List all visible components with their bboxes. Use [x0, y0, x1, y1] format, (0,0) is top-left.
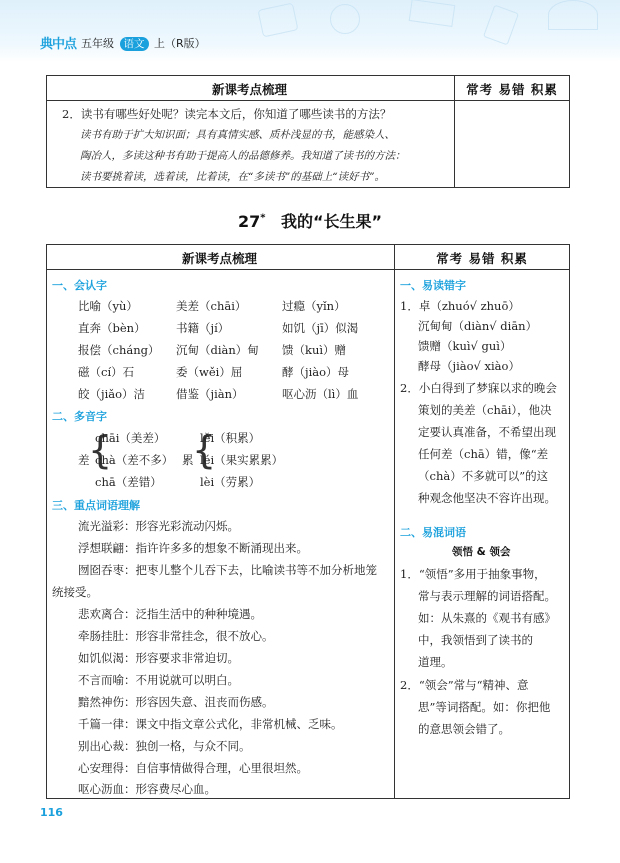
polyphone-reading: chà（差不多）: [95, 453, 174, 467]
polyphone-reading: lèi（劳累）: [200, 475, 261, 489]
recognize-item: 酵（jiào）母: [282, 365, 350, 379]
lesson-title: [0, 209, 620, 232]
top-table-left-header: 新课考点梳理: [211, 82, 287, 97]
misread-q2-line: 任何差（chā）错，像“差: [418, 447, 549, 461]
subject-badge: 语文: [120, 37, 149, 51]
brace-icon: {: [88, 428, 113, 472]
volume-label: 上（R版）: [154, 37, 206, 50]
top-answer-line-1: 读书有助于扩大知识面；具有真情实感、质朴浅显的书，能感染人、: [80, 129, 395, 141]
polyphone-reading: chāi（美差）: [95, 431, 166, 445]
phrase-line: 囫囵吞枣：把枣儿整个儿吞下去，比喻读书等不加分析地笼: [78, 563, 377, 577]
recognize-item: 委（wěi）屈: [176, 365, 243, 379]
brace-icon: {: [192, 428, 217, 472]
confusing-q1-line: 如：从朱熹的《观书有感》: [418, 611, 556, 625]
polyphone-char-1: 差: [78, 453, 90, 467]
recognize-item: 借鉴（jiàn）: [176, 387, 244, 401]
recognize-item: 皎（jiǎo）洁: [78, 387, 146, 401]
misread-item: 1．卓（zhuó√ zhuō）: [400, 299, 520, 313]
recognize-item: 美差（chāi）: [176, 299, 247, 313]
confusing-q1-line: 1．“领悟”多用于抽象事物，: [400, 567, 546, 581]
confusing-q2-line: 思”等词搭配。如：你把他: [418, 700, 551, 714]
header-band: [0, 0, 620, 62]
phrase-line: 浮想联翩：指许许多多的想象不断涌现出来。: [78, 541, 308, 555]
book-info: [81, 35, 206, 51]
main-table-right-header: 常考 易错 积累: [436, 251, 528, 266]
section-misread: 一、易读错字: [400, 279, 466, 292]
top-answer-line-3: 读书要挑着读，选着读，比着读，在“多读书”的基础上“读好书”。: [80, 171, 385, 183]
confusing-q2-line: 的意思领会错了。: [418, 722, 510, 736]
confusing-q1-line: 中，我领悟到了读书的: [418, 633, 533, 647]
phrase-line: 悲欢离合：泛指生活中的种种境遇。: [78, 607, 262, 621]
phrase-line: 呕心沥血：形容费尽心血。: [78, 782, 216, 796]
recognize-item: 报偿（cháng）: [78, 343, 160, 357]
misread-q2-line: 2．小白得到了梦寐以求的晚会: [400, 381, 557, 395]
recognize-item: 比喻（yù）: [78, 299, 138, 313]
phrase-line: 流光溢彩：形容光彩流动闪烁。: [78, 519, 239, 533]
misread-item: 馈赠（kuì√ guì）: [418, 339, 512, 353]
phrase-line: 统接受。: [52, 585, 98, 599]
misread-q2-line: 策划的美差（chāi），他决: [418, 403, 552, 417]
phrase-line: 牵肠挂肚：形容非常挂念，很不放心。: [78, 629, 274, 643]
logo: 典中点: [40, 37, 77, 52]
lesson-name: 我的“长生果”: [281, 212, 383, 231]
phrase-line: 心安理得：自信事情做得合理，心里很坦然。: [78, 761, 308, 775]
phrase-line: 如饥似渴：形容要求非常迫切。: [78, 651, 239, 665]
grade-label: 五年级: [81, 37, 114, 50]
top-answer-line-2: 陶冶人，多读这种书有助于提高人的品德修养。我知道了读书的方法：: [80, 150, 406, 162]
top-question: 2．读书有哪些好处呢？读完本文后，你知道了哪些读书的方法？: [62, 107, 392, 121]
top-table-right-header: 常考 易错 积累: [466, 82, 558, 97]
phrase-line: 黯然神伤：形容因失意、沮丧而伤感。: [78, 695, 274, 709]
misread-q2-line: 种观念他坚决不容许出现。: [418, 491, 556, 505]
polyphone-char-2: 累: [182, 453, 194, 467]
word-pair-title: 领悟 & 领会: [452, 546, 511, 558]
recognize-item: 磁（cí）石: [78, 365, 135, 379]
recognize-item: 直奔（bèn）: [78, 321, 146, 335]
recognize-item: 馈（kuì）赠: [282, 343, 347, 357]
recognize-item: 书籍（jí）: [176, 321, 230, 335]
polyphone-reading: lěi（积累）: [200, 431, 261, 445]
misread-q2-line: （chà）不多就可以”的这: [418, 469, 549, 483]
misread-item: 酵母（jiào√ xiào）: [418, 359, 520, 373]
misread-q2-line: 定要认真准备，不希望出现: [418, 425, 556, 439]
main-table-left-header: 新课考点梳理: [181, 251, 257, 266]
page-number: 116: [40, 806, 63, 819]
recognize-item: 呕心沥（lì）血: [282, 387, 359, 401]
confusing-q1-line: 道理。: [418, 655, 453, 669]
recognize-item: 沉甸（diàn）甸: [176, 343, 259, 357]
phrase-line: 千篇一律：课文中指文章公式化，非常机械、乏味。: [78, 717, 343, 731]
lesson-number: 27: [237, 212, 261, 231]
polyphone-reading: léi（果实累累）: [200, 453, 284, 467]
section-phrases: 三、重点词语理解: [52, 499, 140, 512]
section-recognize: 一、会认字: [52, 279, 107, 292]
confusing-q1-line: 常与表示理解的词语搭配。: [418, 589, 556, 603]
confusing-q2-line: 2．“领会”常与“精神、意: [400, 678, 529, 692]
misread-item: 沉甸甸（diàn√ diān）: [418, 319, 538, 333]
phrase-line: 不言而喻：不用说就可以明白。: [78, 673, 239, 687]
lesson-star: *: [260, 212, 266, 224]
recognize-item: 如饥（jī）似渴: [282, 321, 359, 335]
polyphone-reading: chā（差错）: [95, 475, 162, 489]
section-confusing-words: 二、易混词语: [400, 526, 466, 539]
recognize-item: 过瘾（yǐn）: [282, 299, 346, 313]
phrase-line: 别出心裁：独创一格，与众不同。: [78, 739, 251, 753]
section-polyphone: 二、多音字: [52, 410, 107, 423]
